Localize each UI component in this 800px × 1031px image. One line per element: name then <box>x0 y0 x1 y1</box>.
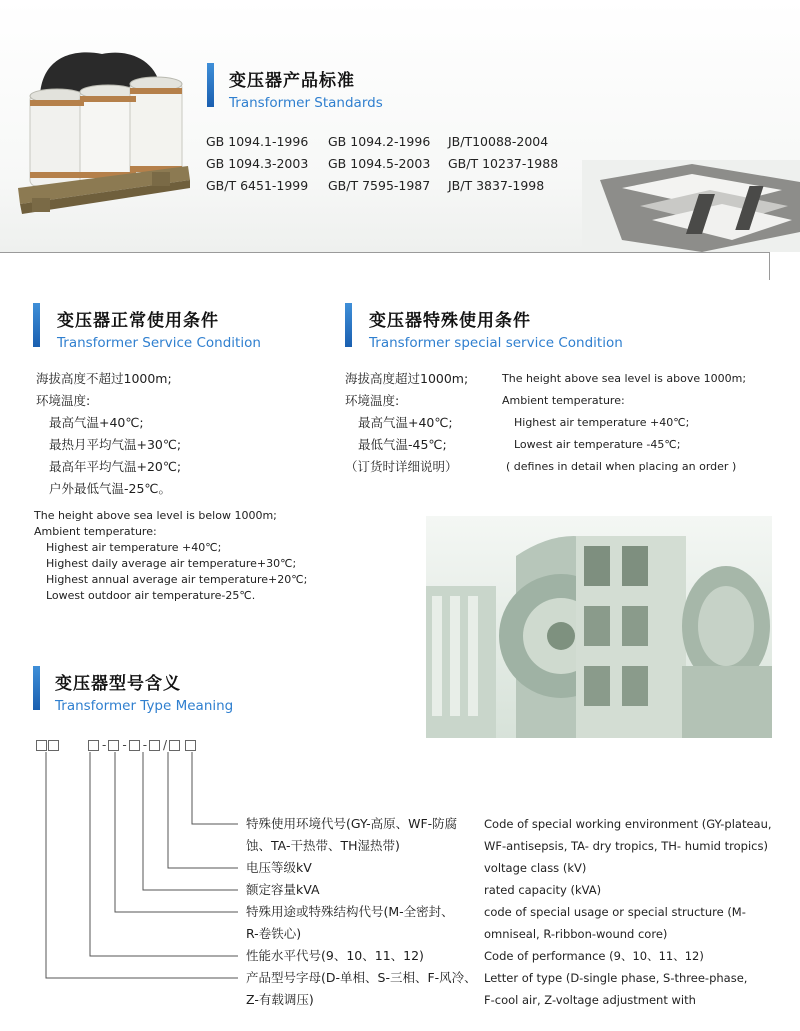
type-legend-zh <box>246 813 477 1011</box>
normal-title-zh: 变压器正常使用条件 <box>57 311 219 331</box>
normal-zh-line: 最高气温+40℃; <box>49 415 144 430</box>
legend-zh-line: Z-有载调压) <box>246 992 314 1007</box>
special-en-line: Highest air temperature +40℃; <box>514 416 690 429</box>
legend-en-line: F-cool air, Z-voltage adjustment with <box>484 993 696 1007</box>
normal-en-line: Highest daily average air temperature+30℃; <box>46 557 297 570</box>
special-en-line: Ambient temperature: <box>502 394 625 407</box>
standard-code: JB/T10088-2004 <box>448 134 549 149</box>
special-zh-line: 最低气温-45℃; <box>358 437 447 452</box>
special-title-en: Transformer special service Condition <box>369 335 623 351</box>
legend-zh-line: 额定容量kVA <box>246 882 320 897</box>
normal-title-en: Transformer Service Condition <box>57 335 261 351</box>
legend-en-line: voltage class (kV) <box>484 861 587 875</box>
normal-zh-line: 最高年平均气温+20℃; <box>49 459 182 474</box>
legend-zh-line: 电压等级kV <box>246 860 312 875</box>
standard-code: GB/T 10237-1988 <box>448 156 559 171</box>
legend-zh-line: 特殊用途或特殊结构代号(M-全密封、 <box>246 904 454 919</box>
code-separator: - <box>142 738 148 752</box>
normal-zh-line: 户外最低气温-25℃。 <box>49 481 171 496</box>
standards-title-zh: 变压器产品标准 <box>229 71 355 91</box>
legend-en-line: rated capacity (kVA) <box>484 883 602 897</box>
normal-en-line: Highest air temperature +40℃; <box>46 541 222 554</box>
special-zh-line: 最高气温+40℃; <box>358 415 453 430</box>
type-title-en: Transformer Type Meaning <box>55 698 234 714</box>
connector-env <box>192 752 238 824</box>
legend-zh-line: R-卷铁心) <box>246 926 302 941</box>
legend-en-line: code of special usage or special structure (M- <box>484 905 746 919</box>
special-zh-line: 海拔高度超过1000m; <box>345 371 469 386</box>
normal-en-line: Lowest outdoor air temperature-25℃. <box>46 589 256 602</box>
code-separator: / <box>163 738 168 752</box>
connector-type-letter <box>46 752 238 978</box>
standard-code: GB 1094.3-2003 <box>206 156 309 171</box>
standards-title-en: Transformer Standards <box>229 95 383 111</box>
special-en-line: The height above sea level is above 1000m; <box>502 372 747 385</box>
code-separator: - <box>102 738 107 752</box>
legend-en-line: omniseal, R-ribbon-wound core) <box>484 927 668 941</box>
normal-zh-line: 海拔高度不超过1000m; <box>36 371 172 386</box>
standard-code: GB 1094.1-1996 <box>206 134 309 149</box>
normal-zh-line: 最热月平均气温+30℃; <box>49 437 182 452</box>
legend-en-line: Code of performance (9、10、11、12) <box>484 949 704 963</box>
legend-zh-line: 产品型号字母(D-单相、S-三相、F-风冷、 <box>246 970 477 985</box>
special-zh-line: 环境温度: <box>345 393 400 408</box>
special-en-line: ( defines in detail when placing an order ) <box>506 460 737 473</box>
connector-performance <box>90 752 238 956</box>
type-title-zh: 变压器型号含义 <box>55 674 181 694</box>
special-title-zh: 变压器特殊使用条件 <box>369 311 531 331</box>
connector-special <box>115 752 238 912</box>
standard-code: GB/T 7595-1987 <box>328 178 431 193</box>
legend-en-line: WF-antisepsis, TA- dry tropics, TH- humid tropics) <box>484 839 768 853</box>
legend-en-line: Letter of type (D-single phase, S-three-phase, <box>484 971 748 985</box>
legend-zh-line: 蚀、TA-干热带、TH湿热带) <box>246 838 400 853</box>
standard-code: JB/T 3837-1998 <box>448 178 545 193</box>
normal-zh-line: 环境温度: <box>36 393 91 408</box>
special-zh-line: （订货时详细说明） <box>345 459 458 474</box>
standard-code: GB/T 6451-1999 <box>206 178 309 193</box>
normal-en-line: Highest annual average air temperature+20℃; <box>46 573 308 586</box>
connector-capacity <box>143 752 238 890</box>
normal-en-line: Ambient temperature: <box>34 525 157 538</box>
code-separator: - <box>122 738 127 752</box>
legend-en-line: Code of special working environment (GY-plateau, <box>484 817 772 831</box>
connector-voltage <box>168 752 238 868</box>
normal-en-line: The height above sea level is below 1000m; <box>34 509 277 522</box>
legend-zh-line: 性能水平代号(9、10、11、12) <box>246 948 424 963</box>
standard-code: GB 1094.2-1996 <box>328 134 431 149</box>
legend-zh-line: 特殊使用环境代号(GY-高原、WF-防腐 <box>246 816 458 831</box>
type-legend-en <box>484 813 772 1011</box>
standard-code: GB 1094.5-2003 <box>328 156 431 171</box>
special-en-line: Lowest air temperature -45℃; <box>514 438 681 451</box>
